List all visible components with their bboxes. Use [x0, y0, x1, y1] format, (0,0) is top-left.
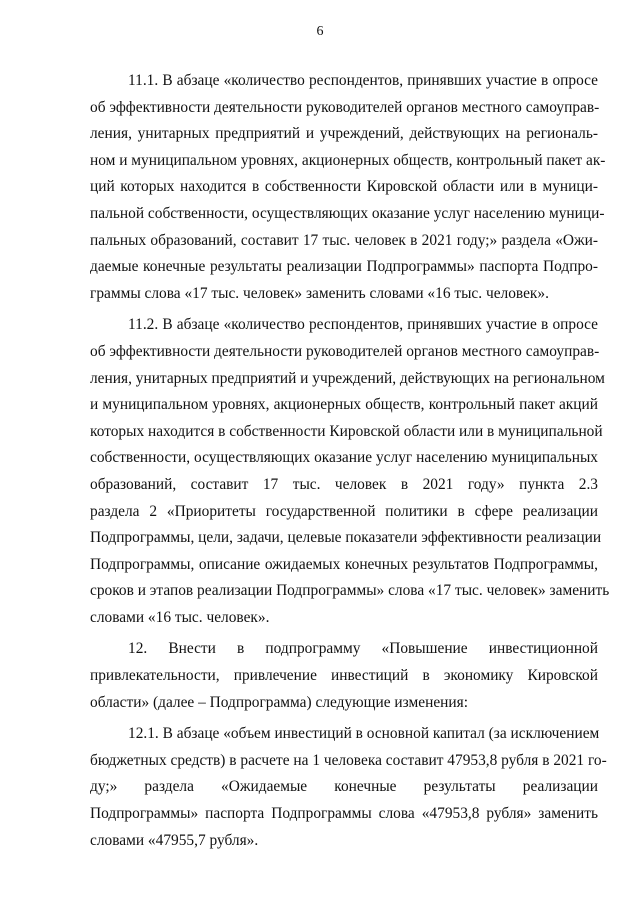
text-line: об эффективности деятельности руководителей органов местного самоуправ-	[90, 98, 600, 116]
text-line: пальной собственности, осуществляющих оказание услуг населению муници-	[90, 204, 605, 222]
text-line: ления, унитарных предприятий и учреждений, действующих на региональном	[90, 369, 605, 387]
text-line: ду;» раздела «Ожидаемые конечные результаты реализации	[90, 778, 598, 796]
paragraph-11-2	[90, 312, 610, 631]
text-line: словами «16 тыс. человек».	[90, 608, 270, 626]
text-line: ном и муниципальном уровнях, акционерных обществ, контрольный пакет ак-	[90, 151, 606, 169]
text-line: даемые конечные результаты реализации Подпрограммы» паспорта Подпро-	[90, 258, 598, 276]
text-line: граммы слова «17 тыс. человек» заменить словами «16 тыс. человек».	[90, 284, 549, 302]
paragraph-12	[90, 636, 598, 716]
text-line: 12.1. В абзаце «объем инвестиций в основной капитал (за исключением	[128, 725, 600, 743]
text-line: образований, составит 17 тыс. человек в 2021 году» пункта 2.3	[90, 475, 598, 493]
paragraph-12-1	[90, 721, 607, 854]
text-line: ций которых находится в собственности Кировской области или в муници-	[90, 178, 598, 196]
text-line: словами «47955,7 рубля».	[90, 831, 259, 849]
document-body	[90, 68, 610, 854]
text-line: собственности, осуществляющих оказание услуг населению муниципальных	[90, 449, 598, 467]
text-line: пальных образований, составит 17 тыс. человек в 2021 году;» раздела «Ожи-	[90, 231, 598, 249]
text-line: 11.1. В абзаце «количество респондентов, принявших участие в опросе	[128, 72, 598, 89]
text-line: раздела 2 «Приоритеты государственной политики в сфере реализации	[90, 502, 598, 520]
paragraph-11-1	[90, 68, 606, 307]
text-line: об эффективности деятельности руководителей органов местного самоуправ-	[90, 342, 600, 360]
text-line: ления, унитарных предприятий и учреждений, действующих на региональ-	[90, 125, 598, 143]
text-line: 12. Внести в подпрограмму «Повышение инвестиционной	[128, 640, 598, 658]
text-line: сроков и этапов реализации Подпрограммы» слова «17 тыс. человек» заменить	[90, 582, 610, 600]
text-line: привлекательности, привлечение инвестиций в экономику Кировской	[90, 667, 598, 685]
text-line: области» (далее – Подпрограмма) следующие изменения:	[90, 693, 468, 711]
text-line: и муниципальном уровнях, акционерных обществ, контрольный пакет акций	[90, 396, 598, 414]
text-line: Подпрограммы, описание ожидаемых конечных результатов Подпрограммы,	[90, 555, 598, 573]
text-line: Подпрограммы, цели, задачи, целевые показатели эффективности реализации	[90, 529, 602, 547]
text-line: Подпрограммы» паспорта Подпрограммы слова «47953,8 рубля» заменить	[90, 805, 598, 823]
page-number: 6	[316, 24, 324, 39]
text-line: которых находится в собственности Кировской области или в муниципальной	[90, 422, 603, 440]
text-line: 11.2. В абзаце «количество респондентов, принявших участие в опросе	[128, 316, 598, 334]
text-line: бюджетных средств) в расчете на 1 человека составит 47953,8 рубля в 2021 го-	[90, 751, 607, 769]
